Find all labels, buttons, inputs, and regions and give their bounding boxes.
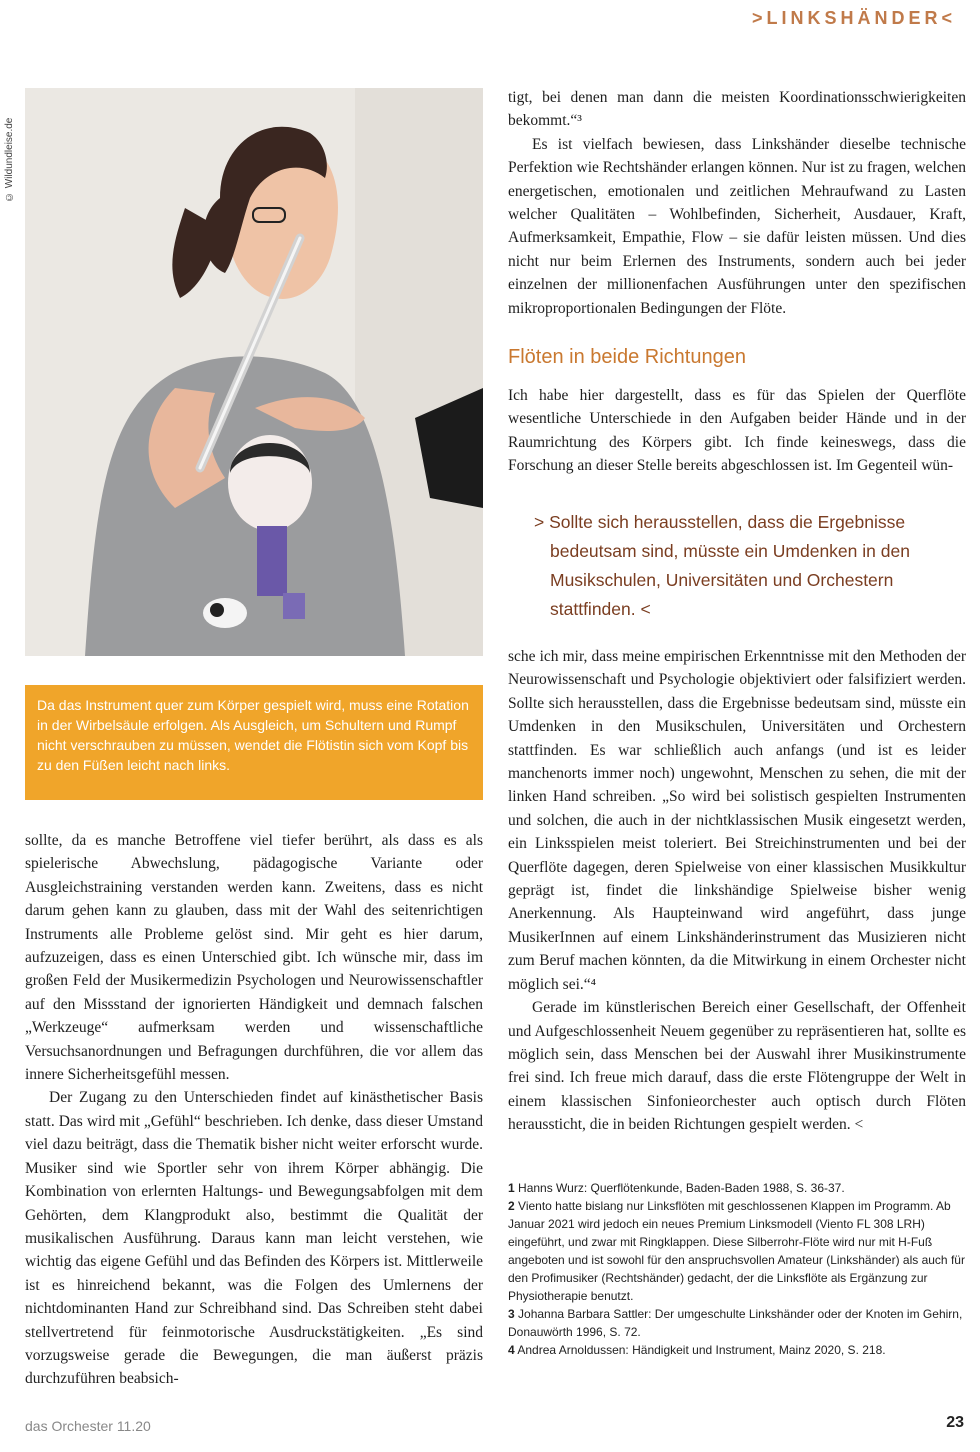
footnote (508, 1179, 968, 1197)
footnote-number: 1 (508, 1181, 515, 1195)
footnote (508, 1197, 968, 1305)
footnote-number: 2 (508, 1199, 515, 1213)
photo-caption: Da das Instrument quer zum Körper gespielt wird, muss eine Rotation in der Wirbelsäule erfolgen. Als Ausgleich, um Schultern und Rumpf nicht verschrauben zu müssen, wendet die Flötistin sich vom Kopf bis zu den Füßen leicht nach links. (25, 685, 483, 800)
footnote-text: Andrea Arnoldussen: Händigkeit und Instrument, Mainz 2020, S. 218. (517, 1343, 886, 1357)
footnote-number: 3 (508, 1307, 515, 1321)
flutist-illustration (25, 88, 483, 656)
pull-quote-line: > Sollte sich herausstellen, dass die Ergebnisse (534, 512, 906, 532)
footnote (508, 1305, 968, 1341)
footnote-number: 4 (508, 1343, 515, 1357)
paragraph: Es ist vielfach bewiesen, dass Linkshänder dieselbe technische Perfektion wie Rechtshänder erlangen können. Nur ist zu fragen, welchen energetischen, emotionalen und zeitlichen Mehraufwand zu Lasten welcher Qualitäten – Wohlbefinden, Sicherheit, Ausdauer, Kraft, Aufmerksamkeit, Empathie, Flow – sie dafür leisten müssen. Und dies nicht nur beim Erlernen des Instruments, sondern auch bei jeder einzelnen der millionenfachen Ausführungen unter den spezifischen mikroproportionalen Bedingungen der Flöte. (508, 135, 966, 317)
article-column-right-top (508, 86, 966, 320)
footnote-text: Johanna Barbara Sattler: Der umgeschulte Linkshänder oder der Knoten im Gehirn, Donauwörth 1996, S. 72. (508, 1307, 963, 1339)
paragraph: Ich habe hier dargestellt, dass es für das Spielen der Querflöte wesentliche Unterschiede in den Aufgaben beider Hände und in der Raumrichtung des Körpers gibt. Ich finde keineswegs, dass die Forschung an dieser Stelle bereits abgeschlossen ist. Im Gegenteil wün- (508, 387, 966, 475)
paragraph: sche ich mir, dass meine empirischen Erkenntnisse mit den Methoden der Neurowissenschaft und Psychologie objektiviert oder falsifiziert werden. Sollte sich herausstellen, dass die Ergebnisse bedeutsam sind, müsste ein Umdenken in den Musikschulen, Universitäten und Orchestern stattfinden. Es war schließlich auch anfangs (und ist es leider manchenorts immer noch) ungewohnt, Menschen zu sehen, die mit der linken Hand schreiben. „So wird bei solistisch gespielten Instrumenten und solchen, die auch in der nichtklassischen Musik eingesetzt werden, ein Linksspielen meist toleriert. Bei Streichinstrumenten und bei der Querflöte dagegen, deren Spielweise von einer klassischen Musikkultur geprägt ist, findet die linkshändige Spielweise bisher wenig Anerkennung. Als Haupteinwand wird angeführt, dass junge MusikerInnen auf einem Linkshänderinstrument das Musizieren nicht zum Beruf machen könnten, da die Mitwirkung in einem Orchester nicht möglich sei.“⁴ (508, 648, 966, 993)
magazine-issue: das Orchester 11.20 (25, 1418, 151, 1434)
paragraph: Der Zugang zu den Unterschieden findet auf kinästhetischer Basis statt. Das wird mit „Gefühl“ beschrieben. Ich denke, dass dieser Umstand viel dazu beiträgt, dass die Thematik bisher nicht weiter erforscht wurde. Musiker sind wie Sportler sehr von ihrem Körper abhängig. Die Kombination von erlernten Haltungs- und Bewegungsabfolgen mit dem Gehörten, dem Klangprodukt also, bestimmt die Qualität der musikalischen Ausführung. Daraus kann man leicht verstehen, wie wichtig das eigene Gefühl und das Befinden des Körpers ist. Mittlerweile ist es hinreichend bekannt, was die Folgen des Umlernens der nichtdominanten Hand zur Schreibhand sind. Das Schreiben steht dabei stellvertretend für feinmotorische Ausdruckstätigkeiten. „Es sind vorzugsweise gerade die Bewegungen, die man äußerst präzis durchzuführen beabsich- (25, 1089, 483, 1388)
article-column-left-bottom (25, 829, 483, 1391)
section-header: >LINKSHÄNDER< (751, 8, 956, 28)
pull-quote (534, 508, 954, 624)
pull-quote-line: bedeutsam sind, müsste ein Umdenken in den (550, 541, 910, 561)
paragraph: sollte, da es manche Betroffene viel tiefer berührt, als dass es als spielerische Abwechslung, pädagogische Variante oder Ausgleichstraining verstanden werden kann. Zweitens, dass es nicht darum gehen kann zu glauben, dass mit der Wahl des seitenrichtigen Instruments alle Probleme gelöst sind. Mir geht es hier darum, aufzuzeigen, dass es einen Unterschied gibt. Ich wünsche mir, dass im großen Feld der Musikermedizin Psychologen und Neurowissenschaftler auf den Missstand der ignorierten Händigkeit und demnach falschen „Werkzeuge“ aufmerksam werden und wissenschaftliche Versuchsanordnungen und Befragungen durchführen, die vor allem das innere Sicherheitsgefühl messen. (25, 832, 483, 1084)
section-heading: Flöten in beide Richtungen (508, 346, 746, 368)
footnote-text: Viento hatte bislang nur Linksflöten mit geschlossenen Klappen im Programm. Ab Januar 2021 wird jedoch ein neues Premium Linksmodell (Viento FL 308 LRH) eingeführt, und zwar mit Ringklappen. Diese Silberrohr-Flöte wird nur mit H-Fuß angeboten und ist sowohl für den anspruchsvollen Amateur (Linkshänder) als auch für den Profimusiker (Rechtshänder) gedacht, der die Linksflöte als Ergänzung zur Physiotherapie benutzt. (508, 1199, 965, 1303)
article-column-right-bottom (508, 645, 966, 1137)
pull-quote-line: Musikschulen, Universitäten und Orchestern (550, 570, 894, 590)
paragraph: tigt, bei denen man dann die meisten Koordinationsschwierigkeiten bekommt.“³ (508, 89, 966, 130)
pull-quote-line: stattfinden. < (550, 599, 651, 619)
flutist-photo (25, 88, 483, 656)
paragraph: Gerade im künstlerischen Bereich einer Gesellschaft, der Offenheit und Aufgeschlossenheit Neuem gegenüber zu repräsentieren hat, sollte es möglich sein, dass Menschen bei der Auswahl ihrer Musikinstrumente frei sind. Ich freue mich darauf, dass die erste Flötengruppe der Welt in einem klassischen Sinfonieorchester auch optisch durch Flöten heraussticht, die in beiden Richtungen gespielt werden. < (508, 999, 966, 1134)
photo-credit: © Wildundleise.de (4, 117, 15, 202)
page-number: 23 (946, 1414, 964, 1431)
article-column-right-mid (508, 384, 966, 478)
footnote (508, 1341, 968, 1359)
footnote-text: Hanns Wurz: Querflötenkunde, Baden-Baden 1988, S. 36-37. (518, 1181, 845, 1195)
footnotes (508, 1179, 968, 1359)
